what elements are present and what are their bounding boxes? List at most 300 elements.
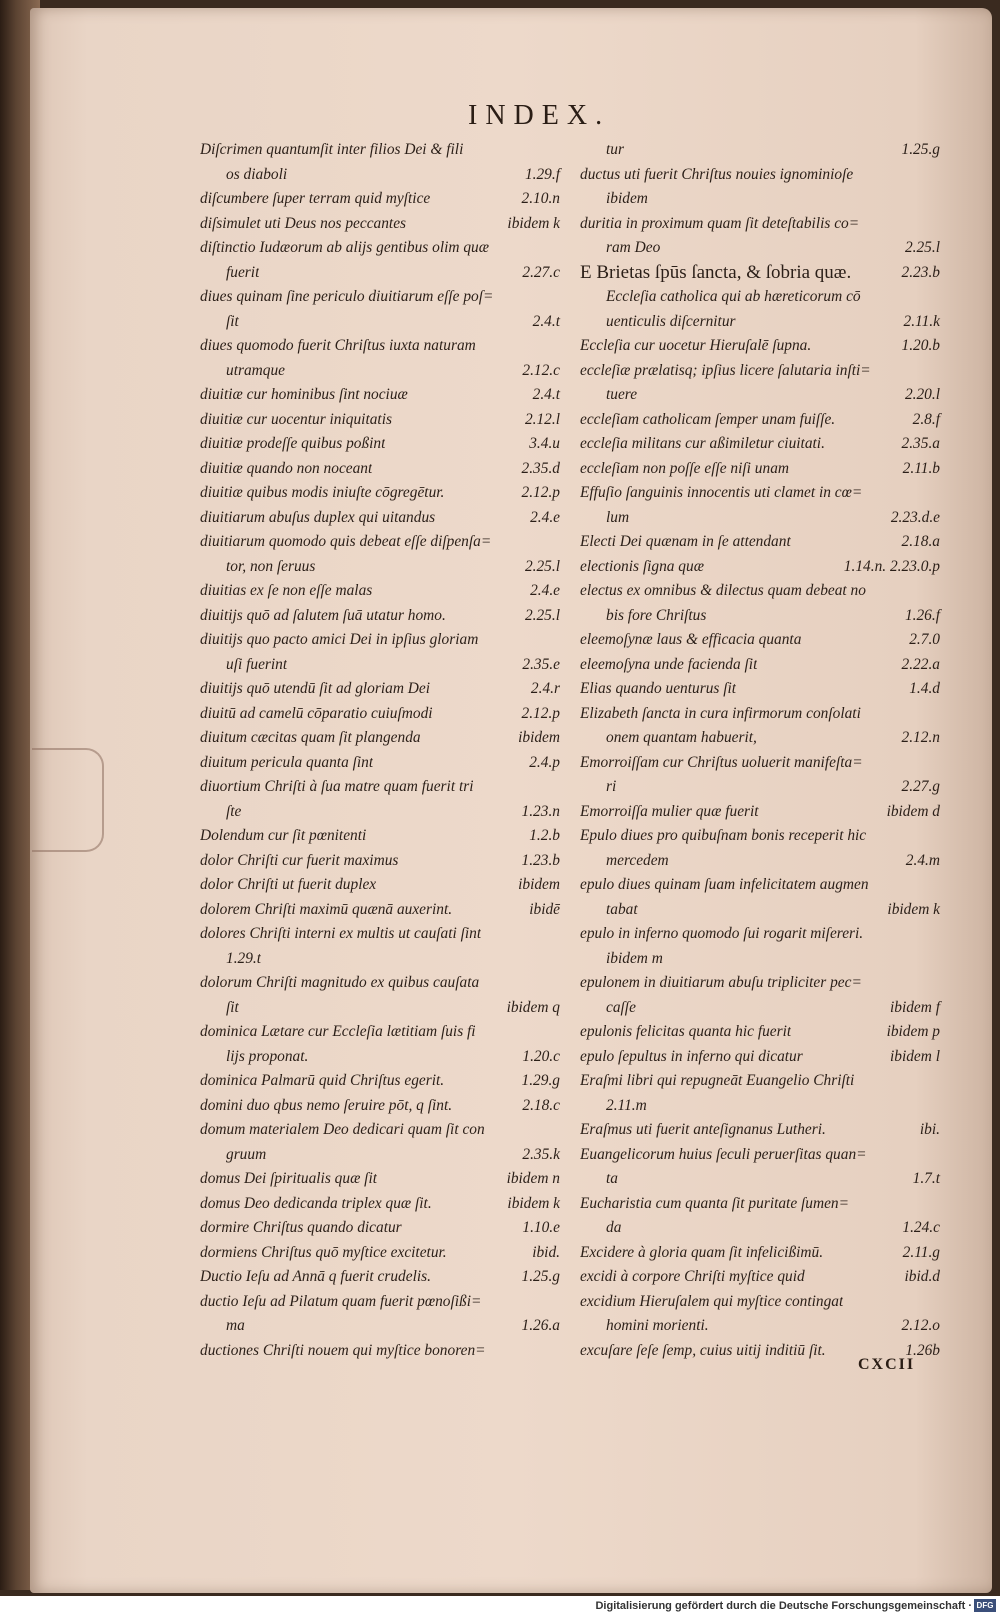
index-entry — [200, 653, 560, 678]
index-entry-text: domini duo qbus nemo ſeruire pōt, q ſint. — [200, 1096, 453, 1114]
index-entry-ref: 2.35.e — [522, 655, 560, 673]
index-entry — [580, 898, 940, 923]
index-entry-text: Eccleſia cur uocetur Hieruſalē ſupna. — [580, 337, 812, 354]
index-entry-text: ma — [226, 1317, 245, 1334]
index-entry-text: ſte — [226, 802, 242, 820]
index-entry-text: E Brietas ſpūs ſancta, & ſobria quæ. — [580, 261, 852, 283]
index-entry — [200, 481, 560, 506]
index-entry-text: excidium Hieruſalem qui myſtice contingat — [580, 1292, 844, 1310]
index-entry-text: utramque — [226, 361, 285, 379]
index-entry — [200, 1339, 560, 1364]
index-entry-ref — [934, 947, 940, 972]
index-entry — [580, 212, 940, 237]
index-entry-ref: 2.11.g — [902, 1243, 940, 1261]
index-entry-ref: 2.4.r — [530, 680, 560, 697]
index-entry-ref — [554, 947, 560, 972]
index-entry-ref: 1.14.n. 2.23.0.p — [843, 557, 940, 575]
index-entry-ref — [554, 236, 560, 261]
index-entry-text: Eraſmi libri qui repugneāt Euangelio Chriſti — [580, 1072, 855, 1089]
index-entry — [580, 1118, 940, 1143]
index-entry — [580, 579, 940, 604]
index-column-right — [580, 138, 940, 1363]
index-entry-text: eccleſiam non poſſe eſſe niſi unam — [580, 459, 789, 477]
index-entry-text: ductus uti fuerit Chriſtus nouies ignominioſe — [580, 165, 854, 183]
index-entry-text: ductio Ieſu ad Pilatum quam fuerit pœnoſißi= — [200, 1292, 482, 1310]
index-entry-ref: 1.24.c — [902, 1219, 940, 1236]
index-entry-ref — [934, 481, 940, 506]
index-entry — [580, 457, 940, 482]
index-entry — [200, 971, 560, 996]
index-entry-ref — [934, 1094, 940, 1119]
index-entry-ref: 2.35.d — [521, 459, 560, 477]
index-entry-ref — [934, 922, 940, 947]
index-entry — [580, 604, 940, 629]
index-entry-ref — [554, 922, 560, 947]
index-entry-text: epulo diues quinam ſuam infelicitatem augmen — [580, 876, 869, 893]
index-entry — [200, 677, 560, 702]
index-entry — [200, 1020, 560, 1045]
index-entry-text: eccleſiam catholicam ſemper unam fuiſſe. — [580, 410, 836, 428]
index-entry-ref: 2.4.m — [905, 851, 940, 869]
index-entry — [200, 1216, 560, 1241]
index-entry — [200, 212, 560, 237]
index-entry-text: Epulo diues pro quibuſnam bonis receperit hic — [580, 827, 867, 844]
index-entry — [200, 1241, 560, 1266]
dfg-logo: DFG — [974, 1599, 996, 1612]
index-entry-ref — [934, 751, 940, 776]
index-entry — [580, 947, 940, 972]
index-entry — [580, 408, 940, 433]
index-entry-ref: 1.23.n — [521, 802, 560, 820]
index-entry — [200, 800, 560, 825]
index-entry — [580, 555, 940, 580]
index-entry-ref: ibidem n — [506, 1170, 560, 1187]
index-entry-text: diuitiæ prodeſſe quibus poßint — [200, 435, 386, 452]
index-entry-ref — [554, 775, 560, 800]
index-entry-text: diuitiæ cur uocentur iniquitatis — [200, 410, 392, 428]
index-entry-text: eleemoſyna unde facienda ſit — [580, 655, 758, 673]
index-entry — [200, 1314, 560, 1339]
index-entry-text: diuitum cæcitas quam ſit plangenda — [200, 729, 421, 746]
index-entry-ref: 2.11.k — [903, 312, 940, 330]
paper-clip-mark — [32, 748, 104, 852]
index-entry — [200, 310, 560, 335]
index-entry — [580, 138, 940, 163]
index-entry-text: Elizabeth ſancta in cura infirmorum conſolati — [580, 704, 861, 722]
index-entry-ref: 2.12.c — [522, 361, 560, 379]
index-entry — [580, 751, 940, 776]
index-entry-ref: 2.8.f — [912, 410, 940, 428]
index-entry-text: Ductio Ieſu ad Annā q fuerit crudelis. — [200, 1268, 431, 1285]
index-entry-text: lijs proponat. — [226, 1047, 309, 1065]
index-entry — [580, 628, 940, 653]
index-entry-text: diſsimulet uti Deus nos peccantes — [200, 214, 407, 232]
index-entry-text: dormire Chriſtus quando dicatur — [200, 1219, 402, 1236]
index-entry-text: diues quinam ſine periculo diuitiarum eſſe poſ= — [200, 288, 494, 305]
index-entry-ref — [554, 628, 560, 653]
index-entry-text: tabat — [606, 900, 638, 918]
index-entry-text: caſſe — [606, 998, 636, 1016]
index-entry-text: diuitiæ quibus modis iniuſte cōgregētur. — [200, 484, 445, 501]
index-column-left — [200, 138, 560, 1363]
index-entry — [200, 604, 560, 629]
index-entry-ref: 1.26b — [905, 1341, 940, 1359]
index-entry — [580, 187, 940, 212]
index-entry-text: ibidem m — [606, 949, 663, 967]
index-entry — [580, 506, 940, 531]
index-entry — [200, 947, 560, 972]
index-entry-ref: 1.7.t — [912, 1170, 940, 1187]
index-entry-text: os diaboli — [226, 165, 288, 183]
index-entry-ref: 2.4.t — [532, 386, 560, 403]
index-entry — [200, 873, 560, 898]
index-entry — [200, 1045, 560, 1070]
index-entry — [200, 1069, 560, 1094]
index-entry-text: diuitum pericula quanta ſint — [200, 753, 374, 771]
index-entry-text: electionis ſigna quæ — [580, 557, 704, 575]
index-entry-text: dolorem Chriſti maximū quænā auxerint. — [200, 900, 453, 918]
index-entry-text: gruum — [226, 1145, 267, 1163]
index-entry — [580, 702, 940, 727]
index-entry — [580, 1167, 940, 1192]
index-entry-text: diſtinctio Iudæorum ab alijs gentibus olim quæ — [200, 239, 490, 256]
index-entry-ref — [934, 1290, 940, 1315]
index-entry — [580, 726, 940, 751]
index-entry-ref: 2.18.c — [522, 1096, 560, 1114]
index-entry-ref: 2.12.n — [901, 729, 940, 746]
page-title: INDEX. — [468, 100, 611, 131]
index-entry-text: Effuſio ſanguinis innocentis uti clamet in cœ= — [580, 484, 863, 501]
index-entry-ref — [554, 1020, 560, 1045]
index-entry-text: diues quomodo fuerit Chriſtus iuxta naturam — [200, 337, 476, 354]
index-entry-ref: 2.4.t — [532, 312, 560, 330]
index-entry-text: ibidem — [606, 190, 648, 207]
index-entry-ref: ibidem p — [886, 1023, 940, 1040]
index-entry — [580, 775, 940, 800]
index-entry-ref: ibidem k — [887, 900, 940, 918]
index-entry-ref: 1.25.g — [521, 1268, 560, 1285]
index-entry-text: excuſare ſeſe ſemp, cuius uitij inditiū ſit. — [580, 1341, 826, 1359]
index-entry-ref — [934, 163, 940, 188]
index-entry-text: homini morienti. — [606, 1317, 709, 1334]
index-entry — [200, 506, 560, 531]
index-entry-ref: 1.25.g — [901, 141, 940, 158]
index-entry-ref: ibidem k — [507, 1194, 560, 1212]
index-entry-text: 2.11.m — [606, 1096, 647, 1114]
index-entry-text: Eraſmus uti fuerit anteſignanus Lutheri. — [580, 1121, 826, 1138]
index-entry-text: ri — [606, 778, 617, 795]
index-entry-ref: 2.25.l — [524, 557, 560, 575]
index-entry-text: epulonem in diuitiarum abuſu tripliciter pec= — [580, 974, 862, 991]
index-entry-text: Diſcrimen quantumſit inter filios Dei & fili — [200, 141, 464, 158]
index-entry-ref: ibidem k — [507, 214, 560, 232]
index-entry — [200, 383, 560, 408]
index-entry — [200, 996, 560, 1021]
index-entry-text: ductiones Chriſti nouem qui myſtice bonoren= — [200, 1341, 486, 1359]
index-entry-ref: 2.12.p — [521, 484, 560, 501]
index-entry — [580, 261, 940, 286]
index-entry-text: bis fore Chriſtus — [606, 606, 707, 624]
index-entry — [580, 1216, 940, 1241]
index-entry-ref: 2.11.b — [902, 459, 940, 477]
index-entry-text: ram Deo — [606, 239, 661, 256]
index-entry-ref — [934, 212, 940, 237]
index-entry-ref: 1.20.c — [522, 1047, 560, 1065]
index-entry — [580, 530, 940, 555]
index-entry-text: Emorroiſſa mulier quæ fuerit — [580, 802, 759, 820]
index-entry-text: excidi à corpore Chriſti myſtice quid — [580, 1268, 805, 1285]
index-entry-ref: 1.29.f — [524, 165, 560, 183]
index-entry-ref: 2.12.p — [521, 704, 560, 722]
index-entry — [200, 898, 560, 923]
index-entry-ref — [554, 1339, 560, 1364]
index-entry — [580, 1045, 940, 1070]
index-entry-ref: ibi. — [919, 1121, 940, 1138]
index-entry-ref: 2.35.k — [522, 1145, 560, 1163]
index-entry — [200, 726, 560, 751]
index-entry-ref — [934, 873, 940, 898]
index-entry-ref: 2.12.o — [901, 1317, 940, 1334]
index-entry — [580, 1314, 940, 1339]
index-entry-text: epulo ſepultus in inferno qui dicatur — [580, 1047, 803, 1065]
index-entry-ref: ibid. — [532, 1243, 560, 1261]
index-entry-ref — [554, 1290, 560, 1315]
index-entry-text: eccleſia militans cur aßimiletur ciuitati. — [580, 435, 825, 452]
index-entry-text: diuitijs quo pacto amici Dei in ipſius gloriam — [200, 631, 479, 648]
index-entry-ref: ibidem d — [886, 802, 940, 820]
index-entry-text: Euangelicorum huius ſeculi peruerſitas quan= — [580, 1145, 867, 1163]
index-entry-text: eleemoſynæ laus & efficacia quanta — [580, 631, 802, 648]
index-entry-text: diuitiarum quomodo quis debeat eſſe diſpenſa= — [200, 533, 492, 550]
index-entry-text: domus Deo dedicanda triplex quæ ſit. — [200, 1194, 432, 1212]
index-entry — [580, 824, 940, 849]
index-entry — [200, 530, 560, 555]
index-entry-text: dolor Chriſti cur fuerit maximus — [200, 851, 399, 869]
index-entry-ref: 2.25.l — [904, 239, 940, 256]
index-entry — [200, 555, 560, 580]
index-entry-ref: 2.12.l — [524, 410, 560, 428]
index-entry-text: dolores Chriſti interni ex multis ut cauſati ſint — [200, 925, 482, 942]
index-entry-ref: 2.35.a — [901, 435, 940, 452]
index-entry-text: uſi fuerint — [226, 655, 288, 673]
index-entry-ref — [554, 138, 560, 163]
index-entry — [200, 408, 560, 433]
index-entry — [200, 579, 560, 604]
index-entry — [580, 432, 940, 457]
index-entry — [200, 1265, 560, 1290]
index-entry-ref — [554, 971, 560, 996]
index-entry-ref — [934, 1192, 940, 1217]
index-entry — [580, 1241, 940, 1266]
index-entry-text: dolor Chriſti ut fuerit duplex — [200, 876, 377, 893]
index-entry — [200, 775, 560, 800]
index-entry — [580, 334, 940, 359]
folio-number: CXCII — [858, 1356, 916, 1373]
index-entry — [200, 1167, 560, 1192]
index-entry-text: diuitū ad camelū cōparatio cuiuſmodi — [200, 704, 433, 722]
index-entry — [200, 334, 560, 359]
index-entry — [200, 922, 560, 947]
index-entry-ref: 3.4.u — [529, 435, 560, 452]
index-entry-ref: 2.25.l — [524, 606, 560, 624]
index-entry-ref: 2.4.e — [530, 508, 560, 526]
index-entry-ref: ibidem f — [889, 998, 940, 1016]
index-entry-ref: 1.20.b — [901, 337, 940, 354]
index-entry-ref: 1.4.d — [909, 680, 940, 697]
index-entry-text: epulonis felicitas quanta hic fuerit — [580, 1023, 792, 1040]
index-entry — [200, 261, 560, 286]
index-entry-ref: 2.23.d.e — [890, 508, 940, 526]
index-entry-text: dominica Palmarū quid Chriſtus egerit. — [200, 1072, 445, 1089]
index-entry-text: 1.29.t — [226, 949, 262, 967]
index-entry-ref: 2.4.p — [529, 753, 560, 771]
index-entry-text: ſit — [226, 998, 239, 1016]
index-entry-text: dominica Lætare cur Eccleſia lætitiam ſuis fi — [200, 1023, 476, 1040]
index-entry — [200, 359, 560, 384]
index-entry-text: uenticulis diſcernitur — [606, 312, 736, 330]
index-entry — [580, 677, 940, 702]
index-entry-ref: 2.23.b — [901, 263, 940, 281]
index-entry-ref: ibidem — [518, 729, 560, 746]
index-entry — [580, 236, 940, 261]
index-entry-ref: 2.10.n — [521, 190, 560, 207]
index-entry — [200, 163, 560, 188]
index-entry-text: lum — [606, 508, 630, 526]
index-entry-text: eccleſiæ prælatisq; ipſius licere ſalutaria inſti= — [580, 361, 871, 379]
index-entry — [580, 800, 940, 825]
index-entry-text: domus Dei ſpiritualis quæ ſit — [200, 1170, 378, 1187]
index-entry — [200, 285, 560, 310]
index-entry-text: tuere — [606, 386, 638, 403]
index-entry — [580, 163, 940, 188]
index-entry-ref: 1.26.a — [521, 1317, 560, 1334]
index-entry-ref: ibidē — [529, 900, 560, 918]
index-entry — [580, 1094, 940, 1119]
index-entry — [200, 457, 560, 482]
index-entry-text: dormiens Chriſtus quō myſtice excitetur. — [200, 1243, 447, 1261]
index-entry-text: fuerit — [226, 263, 260, 281]
index-entry — [200, 824, 560, 849]
index-entry-ref — [934, 824, 940, 849]
index-entry-ref: 1.2.b — [529, 827, 560, 844]
index-entry-text: diuitiæ cur hominibus ſint nociuæ — [200, 386, 408, 403]
index-entry-ref: 2.4.e — [530, 582, 560, 599]
index-entry — [580, 653, 940, 678]
index-entry — [580, 1143, 940, 1168]
index-entry — [200, 1192, 560, 1217]
index-entry-ref: 1.10.e — [522, 1219, 560, 1236]
index-entry — [580, 481, 940, 506]
index-entry — [580, 996, 940, 1021]
index-entry-text: onem quantam habuerit, — [606, 729, 757, 746]
index-entry-text: electus ex omnibus & dilectus quam debeat no — [580, 582, 866, 599]
index-entry — [200, 628, 560, 653]
index-entry-text: diuitiæ quando non noceant — [200, 459, 373, 477]
index-entry — [200, 1290, 560, 1315]
index-entry-ref — [934, 359, 940, 384]
index-entry-ref: 2.22.a — [901, 655, 940, 673]
index-entry-text: Electi Dei quænam in ſe attendant — [580, 533, 791, 550]
index-entry-text: duritia in proximum quam ſit deteſtabilis co= — [580, 214, 860, 232]
index-entry-ref — [934, 187, 940, 212]
index-entry — [200, 187, 560, 212]
index-entry-ref — [934, 285, 940, 310]
index-entry-ref: 1.23.b — [521, 851, 560, 869]
index-entry-text: epulo in inferno quomodo ſui rogarit miſereri. — [580, 925, 864, 942]
index-entry-ref — [934, 702, 940, 727]
index-entry — [200, 1143, 560, 1168]
index-entry-text: Dolendum cur ſit pœnitenti — [200, 827, 367, 844]
index-entry-text: diuitias ex ſe non eſſe malas — [200, 582, 373, 599]
index-entry-text: diuitijs quō utendū ſit ad gloriam Dei — [200, 680, 431, 697]
index-entry — [580, 359, 940, 384]
index-entry-text: Eucharistia cum quanta ſit puritate ſumen= — [580, 1194, 850, 1212]
index-entry-ref: 2.27.g — [901, 778, 940, 795]
index-entry — [200, 849, 560, 874]
index-entry-ref: ibidem — [518, 876, 560, 893]
index-entry-text: domum materialem Deo dedicari quam ſit con — [200, 1121, 485, 1138]
index-entry-ref — [934, 579, 940, 604]
index-entry — [200, 236, 560, 261]
index-entry-text: tor, non ſeruus — [226, 557, 316, 575]
index-entry — [580, 873, 940, 898]
index-entry — [200, 702, 560, 727]
index-entry-ref: 1.29.g — [521, 1072, 560, 1089]
index-entry-ref — [554, 285, 560, 310]
index-entry-ref: 2.27.c — [522, 263, 560, 281]
footer-credit: Digitalisierung gefördert durch die Deutsche Forschungsgemeinschaft · — [595, 1600, 972, 1612]
index-entry — [580, 1020, 940, 1045]
index-entry — [200, 1094, 560, 1119]
index-entry — [580, 971, 940, 996]
index-entry — [200, 751, 560, 776]
index-entry — [580, 849, 940, 874]
index-entry-ref: 1.26.f — [904, 606, 940, 624]
index-entry-text: diuortium Chriſti à ſua matre quam fuerit tri — [200, 778, 474, 795]
index-entry — [580, 1069, 940, 1094]
index-entry-text: diuitijs quō ad ſalutem ſuā utatur homo. — [200, 606, 446, 624]
index-entry — [580, 285, 940, 310]
index-entry-text: mercedem — [606, 851, 669, 869]
index-entry — [580, 1290, 940, 1315]
index-entry-text: Elias quando uenturus ſit — [580, 680, 737, 697]
index-entry-ref — [554, 1118, 560, 1143]
index-entry — [580, 383, 940, 408]
index-entry-text: Excidere à gloria quam ſit infelicißimū. — [580, 1243, 824, 1261]
index-entry-ref — [554, 530, 560, 555]
index-entry-ref: ibidem q — [506, 998, 560, 1016]
index-entry-text: dolorum Chriſti magnitudo ex quibus cauſata — [200, 974, 480, 991]
index-entry-text: diſcumbere ſuper terram quid myſtice — [200, 190, 431, 207]
index-entry-ref: 2.20.l — [904, 386, 940, 403]
index-entry-text: tur — [606, 141, 624, 158]
index-entry-ref: ibid.d — [904, 1268, 940, 1285]
index-entry — [580, 310, 940, 335]
index-entry-ref — [934, 1143, 940, 1168]
index-entry-text: ta — [606, 1170, 618, 1187]
index-entry-ref — [554, 334, 560, 359]
index-entry — [200, 1118, 560, 1143]
index-entry-text: ſit — [226, 312, 239, 330]
index-entry-text: Eccleſia catholica qui ab hæreticorum cō — [606, 288, 861, 305]
index-entry — [580, 1265, 940, 1290]
index-entry-ref: 2.18.a — [901, 533, 940, 550]
index-entry-ref: ibidem l — [889, 1047, 940, 1065]
index-entry — [200, 432, 560, 457]
index-entry — [580, 922, 940, 947]
index-entry-text: da — [606, 1219, 622, 1236]
index-entry-text: diuitiarum abuſus duplex qui uitandus — [200, 508, 436, 526]
